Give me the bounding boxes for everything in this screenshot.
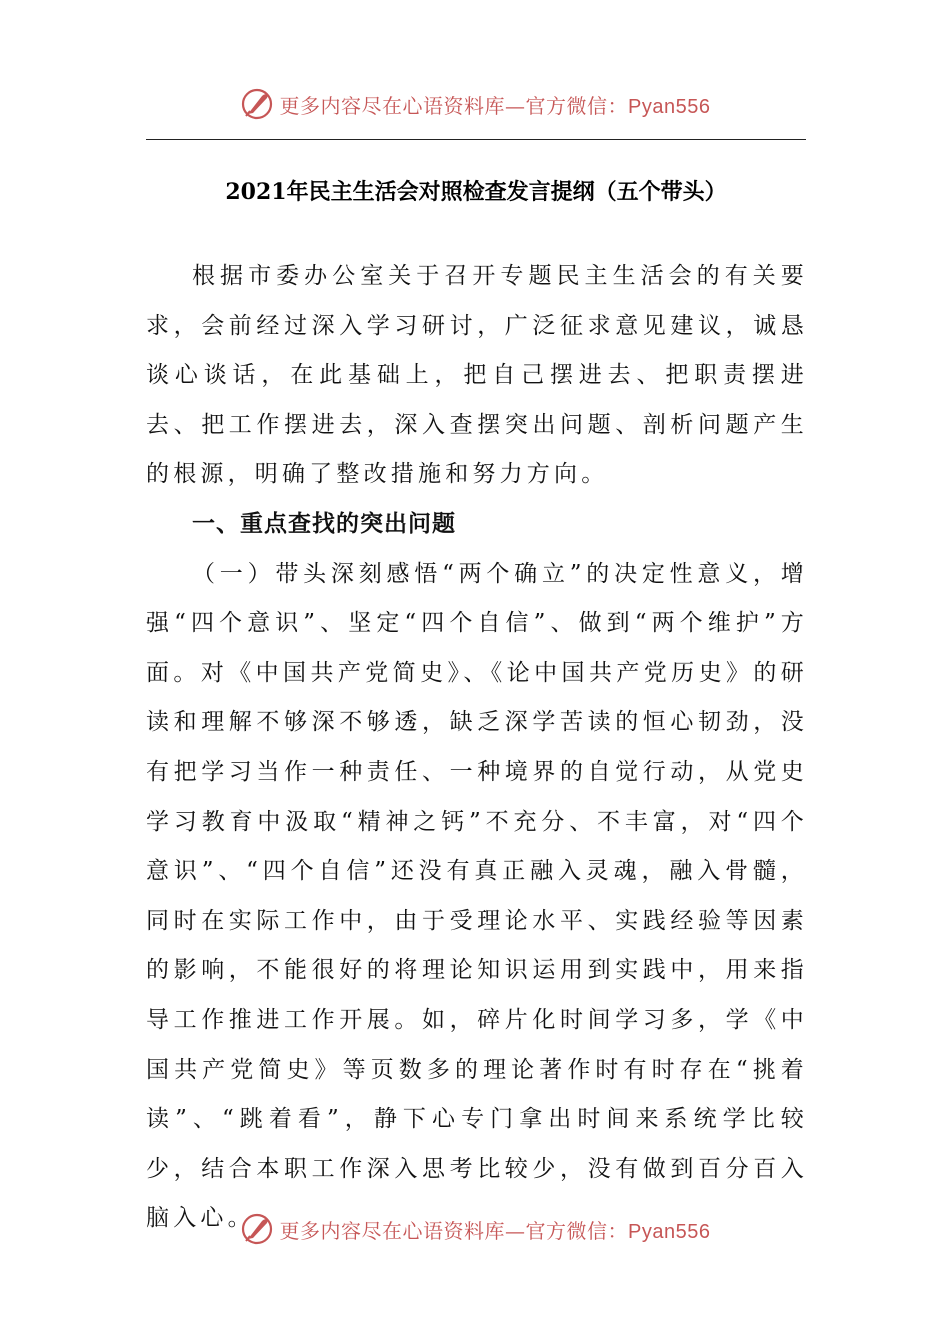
quill-pen-logo-icon — [240, 1212, 274, 1246]
footer-watermark-banner — [0, 1209, 950, 1249]
header-watermark-text: 更多内容尽在心语资料库—官方微信：Pyan556 — [279, 93, 711, 118]
document-title: 2021年民主生活会对照检查发言提纲（五个带头） — [225, 179, 727, 205]
section-paragraph: （一）带头深刻感悟“两个确立”的决定性意义，增强“四个意识”、坚定“四个自信”、做到“两个维护”方面。对《中国共产党简史》、《论中国共产党历史》的研读和理解不够深不够透，缺乏深学苦读的恒心韧劲，没有把学习当作一种责任、一种境界的自觉行动，从党史学习教育中汲取“精神之钙”不充分、不丰富，对“四个意识”、“四个自信”还没有真正融入灵魂，融入骨髓，同时在实际工作中，由于受理论水平、实践经验等因素的影响，不能很好的将理论知识运用到实践中，用来指导工作推进工作开展。如，碎片化时间学习多，学《中国共产党简史》等页数多的理论著作时有时存在“挑着读”、“跳着看”，静下心专门拿出时间来系统学比较少，结合本职工作深入思考比较少，没有做到百分百入脑入心。 — [146, 560, 808, 1232]
intro-paragraph: 根据市委办公室关于召开专题民主生活会的有关要求，会前经过深入学习研讨，广泛征求意见建议，诚恳谈心谈话，在此基础上，把自己摆进去、把职责摆进去、把工作摆进去，深入查摆突出问题、剖析问题产生的根源，明确了整改措施和努力方向。 — [146, 263, 808, 488]
section-heading: 一、重点查找的突出问题 — [192, 510, 456, 537]
header-watermark-banner — [0, 84, 950, 124]
quill-pen-logo-icon — [240, 87, 274, 121]
document-body — [146, 252, 808, 1244]
header-divider — [146, 139, 806, 140]
footer-wechat-id: Pyan556 — [628, 1220, 711, 1243]
footer-watermark-text: 更多内容尽在心语资料库—官方微信：Pyan556 — [279, 1218, 711, 1243]
header-wechat-id: Pyan556 — [628, 95, 711, 118]
